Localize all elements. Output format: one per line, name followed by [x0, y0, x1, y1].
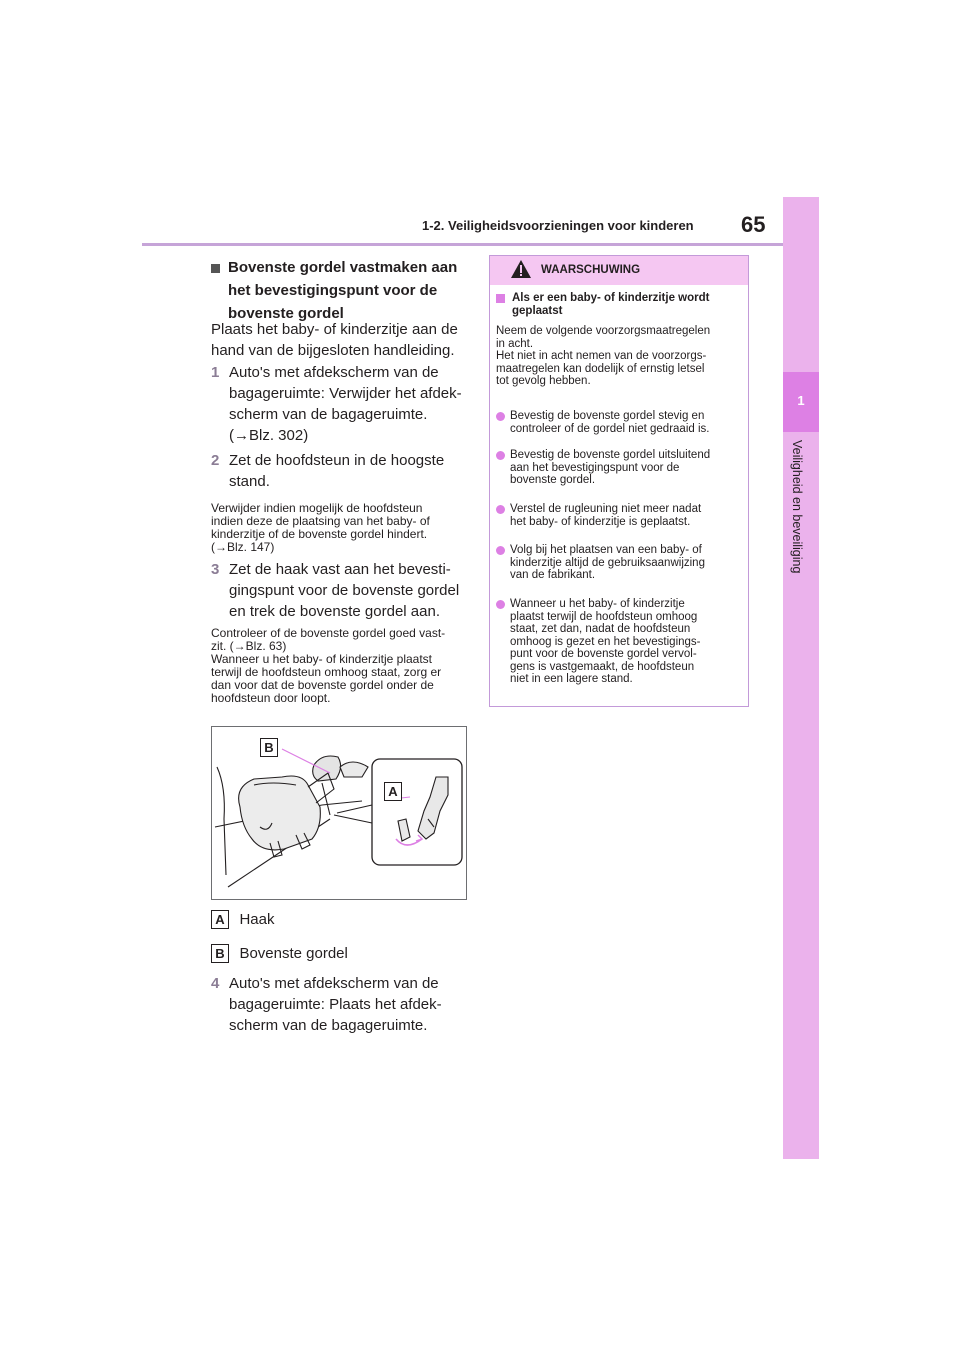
warning-subheading: Als er een baby- of kinderzitje wordt geplaatst	[496, 292, 746, 317]
step-2: 2 Zet de hoofdsteun in de hoogste stand.	[211, 452, 445, 490]
warning-title: WAARSCHUWING	[541, 264, 641, 276]
bullet-dot-icon	[496, 600, 505, 609]
warning-intro: Neem de volgende voorzorgsmaatregelen in acht. Het niet in acht nemen van de voorzorgs- maatregelen kan dodelijk of ernstig letsel tot gevolg hebben.	[496, 325, 711, 387]
section-heading: Bovenste gordel vastmaken aan het bevestigingspunt voor de bovenste gordel	[211, 257, 481, 324]
legend-text: Bovenste gordel	[239, 945, 348, 962]
legend-item-b	[211, 943, 481, 964]
warning-bullet: Bevestig de bovenste gordel stevig en controleer of de gordel niet gedraaid is.	[496, 410, 746, 435]
chapter-number: 1	[797, 393, 805, 408]
section-title: 1-2. Veiligheidsvoorzieningen voor kinderen	[422, 218, 694, 233]
heading-square-icon	[211, 264, 220, 273]
note-1: Verwijder indien mogelijk de hoofdsteun indien deze de plaatsing van het baby- of kinderzitje of de bovenste gordel hindert. (→Blz. 147)	[211, 501, 430, 554]
figure-label-b: B	[260, 738, 278, 757]
step-number: 2	[211, 452, 220, 469]
seat-hook-drawing	[212, 727, 466, 899]
legend-text: Haak	[239, 911, 275, 928]
legend-label: B	[211, 944, 229, 963]
bullet-dot-icon	[496, 412, 505, 421]
header-rule	[142, 243, 783, 246]
intro-paragraph: Plaats het baby- of kinderzitje aan de hand van de bijgesloten handleiding.	[211, 321, 458, 359]
step-number: 3	[211, 561, 220, 578]
warning-bullet: Volg bij het plaatsen van een baby- of kinderzitje altijd de gebruiksaanwijzing van de fabrikant.	[496, 544, 746, 582]
bullet-dot-icon	[496, 505, 505, 514]
square-bullet-icon	[496, 294, 505, 303]
chapter-title: Veiligheid en beveiliging	[790, 440, 804, 574]
note-2: Controleer of de bovenste gordel goed vast- zit. (→Blz. 63) Wanneer u het baby- of kinderzitje plaatst terwijl de hoofdsteun omhoog staat, zorg er dan voor dat de bovenste gordel onder de hoofdsteun door loopt.	[211, 626, 446, 705]
legend-label: A	[211, 910, 229, 929]
bullet-dot-icon	[496, 451, 505, 460]
warning-bullet: Wanneer u het baby- of kinderzitje plaatst terwijl de hoofdsteun omhoog staat, zet dan, nadat de hoofdsteun omhoog is gezet en het bevestigings- punt voor de bovenste gordel vervol- gens is vastgemaakt, de hoofdsteun niet in een lagere stand.	[496, 598, 746, 686]
step-number: 1	[211, 364, 220, 381]
warning-bullet: Verstel de rugleuning niet meer nadat het baby- of kinderzitje is geplaatst.	[496, 503, 746, 528]
child-seat-illustration	[211, 726, 467, 900]
figure-label-a: A	[384, 782, 402, 801]
warning-bullet: Bevestig de bovenste gordel uitsluitend aan het bevestigingspunt voor de bovenste gordel.	[496, 449, 746, 487]
step-1: 1 Auto's met afdekscherm van de bagageruimte: Verwijder het afdek- scherm van de bagageruimte. (→Blz. 302)	[211, 364, 462, 444]
warning-triangle-icon	[510, 259, 532, 284]
page-number: 65	[741, 212, 766, 237]
step-3: 3 Zet de haak vast aan het bevesti- gingspunt voor de bovenste gordel en trek de bovenste gordel aan.	[211, 561, 460, 620]
bullet-dot-icon	[496, 546, 505, 555]
step-number: 4	[211, 975, 220, 992]
chapter-side-tab[interactable]	[783, 197, 819, 1159]
legend-item-a	[211, 909, 481, 930]
step-4: 4 Auto's met afdekscherm van de bagageruimte: Plaats het afdek- scherm van de bagageruimte.	[211, 975, 442, 1034]
